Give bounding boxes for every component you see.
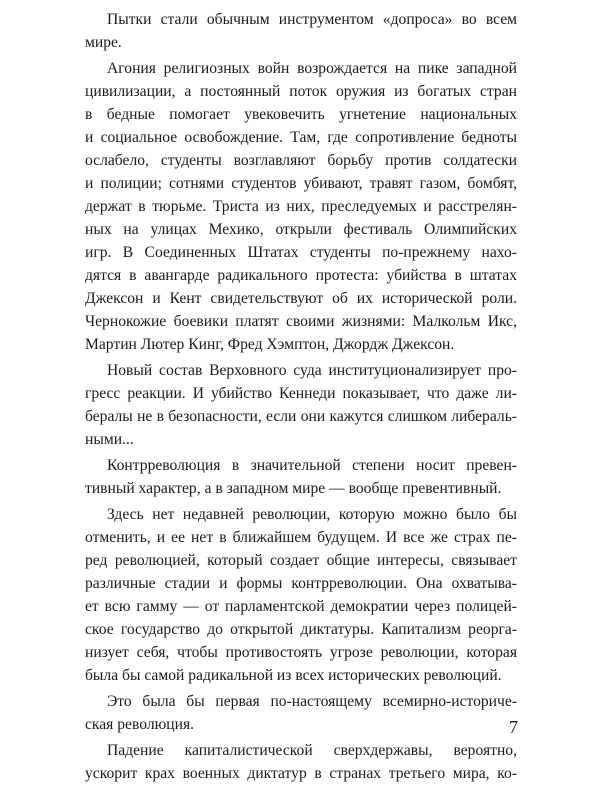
text-line: Падение капиталистической сверхдержавы, вероятно, [107,742,517,759]
text-line: ет всю гамму — от парламентской демократии через полицей- [85,598,517,615]
text-line: и полиции; сотнями студентов убивают, травят газом, бомбят, [85,175,517,192]
book-page [85,8,517,782]
text-line: была бы самой радикальной из всех исторических революций. [85,667,502,684]
text-line: Чернокожие боевики платят своими жизнями: Малкольм Икс, [85,313,517,330]
text-line: гресс реакции. И убийство Кеннеди показывает, что даже ли- [85,385,517,402]
text-line: Мартин Лютер Кинг, Фред Хэмптон, Джордж Джексон. [85,336,455,353]
text-line: ускорит крах военных диктатур в странах третьего мира, ко- [85,765,517,782]
text-line: Джексон и Кент свидетельствуют об их исторической роли. [85,290,517,307]
text-line: низует себя, чтобы противостоять угрозе революции, которая [85,644,517,661]
text-line: и социальное освобождение. Там, где сопротивление бедноты [85,129,517,146]
text-line: в бедные помогает увековечить угнетение национальных [85,106,517,123]
text-line: бералы не в безопасности, если они кажутся слишком либераль- [85,408,517,425]
text-line: держат в тюрьме. Триста из них, преследуемых и расстрелян- [85,198,517,215]
text-line: ных на улицах Мехико, открыли фестиваль Олимпийских [85,221,517,238]
text-line: игр. В Соединенных Штатах студенты по-прежнему нахо- [85,244,517,261]
text-line: мире. [85,34,122,51]
text-line: тивный характер, а в западном мире — вообще превентивный. [85,480,502,497]
paragraph [85,503,517,687]
page-number: 7 [509,717,518,737]
text-line: Здесь нет недавней революции, которую можно было бы [107,506,517,523]
text-line: дятся в авангарде радикального протеста: убийства в штатах [85,267,517,284]
text-line: ными... [85,431,134,448]
paragraph [85,57,517,356]
text-line: ское государство до открытой диктатуры. Капитализм реорга- [85,621,517,638]
paragraph [85,739,517,785]
text-line: ская революция. [85,716,195,733]
text-line: ослабело, студенты возглавляют борьбу против солдатески [85,152,517,169]
text-line: цивилизации, а постоянный поток оружия из богатых стран [85,83,517,100]
text-line: Пытки стали обычным инструментом «допроса» во всем [107,11,517,28]
text-line: Новый состав Верховного суда институционализирует про- [107,362,517,379]
text-line: Это была бы первая по-настоящему всемирно-историче- [107,693,517,710]
text-line: отменить, и ее нет в ближайшем будущем. И все же страх пе- [85,529,517,546]
paragraph [85,8,517,54]
text-line: различные стадии и формы контрреволюции. Она охватыва- [85,575,517,592]
text-line: ред революцией, который создает общие интересы, связывает [85,552,517,569]
paragraph [85,359,517,451]
paragraph [85,690,517,736]
text-line: Агония религиозных войн возрождается на пике западной [107,60,517,77]
paragraph [85,454,517,500]
text-line: Контрреволюция в значительной степени носит превен- [107,457,517,474]
